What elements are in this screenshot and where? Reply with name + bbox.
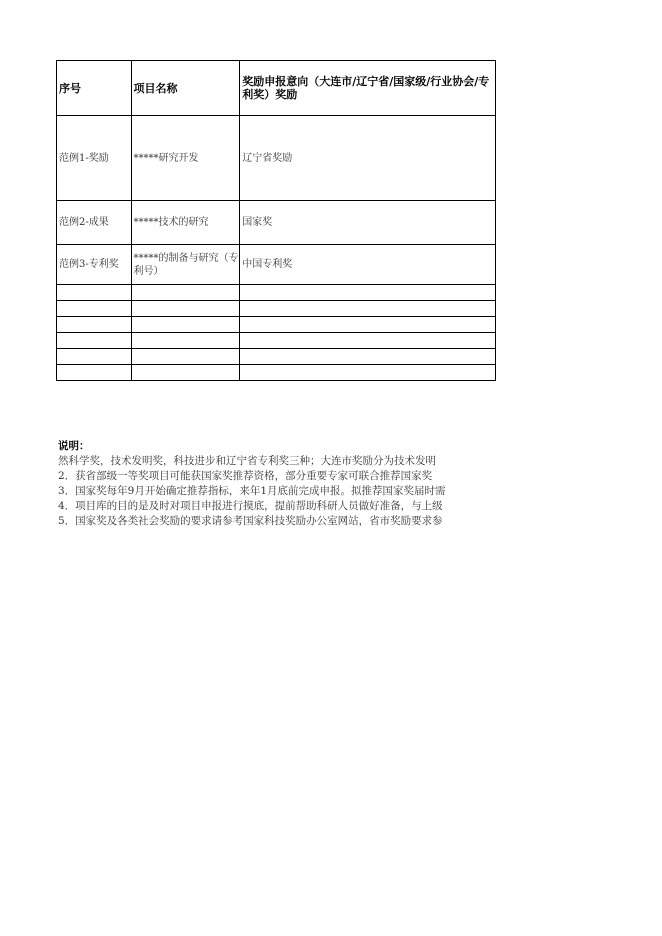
table-row	[57, 201, 496, 245]
table-row	[57, 365, 496, 381]
cell-serial[interactable]	[57, 365, 132, 381]
cell-award-intent[interactable]	[240, 365, 496, 381]
table-row	[57, 317, 496, 333]
header-project-name[interactable]: 项目名称	[131, 61, 240, 116]
cell-project-name[interactable]	[131, 365, 240, 381]
project-table	[56, 60, 496, 381]
cell-serial[interactable]	[57, 333, 132, 349]
notes-section	[58, 439, 496, 529]
table-row	[57, 301, 496, 317]
cell-project-name[interactable]: *****研究开发	[131, 116, 240, 201]
cell-project-name[interactable]	[131, 333, 240, 349]
cell-award-intent[interactable]: 辽宁省奖励	[240, 116, 496, 201]
cell-award-intent[interactable]	[240, 349, 496, 365]
cell-project-name[interactable]	[131, 301, 240, 317]
cell-serial[interactable]: 范例3-专利奖	[57, 245, 132, 285]
note-line: 2．获省部级一等奖项目可能获国家奖推荐资格，部分重要专家可联合推荐国家奖	[58, 470, 433, 482]
cell-project-name[interactable]	[131, 349, 240, 365]
cell-serial[interactable]: 范例2-成果	[57, 201, 132, 245]
cell-award-intent[interactable]: 国家奖	[240, 201, 496, 245]
table-row	[57, 349, 496, 365]
cell-project-name[interactable]	[131, 285, 240, 301]
header-row	[57, 61, 496, 116]
header-award-intent[interactable]: 奖励申报意向（大连市/辽宁省/国家级/行业协会/专利奖）奖励	[240, 61, 496, 116]
cell-serial[interactable]: 范例1-奖励	[57, 116, 132, 201]
cell-serial[interactable]	[57, 317, 132, 333]
cell-serial[interactable]	[57, 285, 132, 301]
note-line: 3．国家奖每年9月开始确定推荐指标，来年1月底前完成申报。拟推荐国家奖届时需	[58, 485, 446, 497]
note-line: 然科学奖，技术发明奖，科技进步和辽宁省专利奖三种；大连市奖励分为技术发明	[58, 455, 436, 467]
cell-project-name[interactable]: *****技术的研究	[131, 201, 240, 245]
cell-award-intent[interactable]	[240, 317, 496, 333]
cell-project-name[interactable]	[131, 317, 240, 333]
notes-title: 说明：	[58, 440, 90, 452]
note-line: 4．项目库的目的是及时对项目申报进行摸底，提前帮助科研人员做好准备，与上级	[58, 500, 443, 512]
cell-serial[interactable]	[57, 349, 132, 365]
table-row	[57, 116, 496, 201]
table-row	[57, 285, 496, 301]
cell-serial[interactable]	[57, 301, 132, 317]
cell-award-intent[interactable]	[240, 301, 496, 317]
note-line: 5．国家奖及各类社会奖励的要求请参考国家科技奖励办公室网站，省市奖励要求参	[58, 515, 443, 527]
cell-award-intent[interactable]: 中国专利奖	[240, 245, 496, 285]
cell-project-name[interactable]: *****的制备与研究（专利号）	[131, 245, 240, 285]
cell-award-intent[interactable]	[240, 285, 496, 301]
table-row	[57, 245, 496, 285]
header-serial[interactable]: 序号	[57, 61, 132, 116]
table-row	[57, 333, 496, 349]
cell-award-intent[interactable]	[240, 333, 496, 349]
